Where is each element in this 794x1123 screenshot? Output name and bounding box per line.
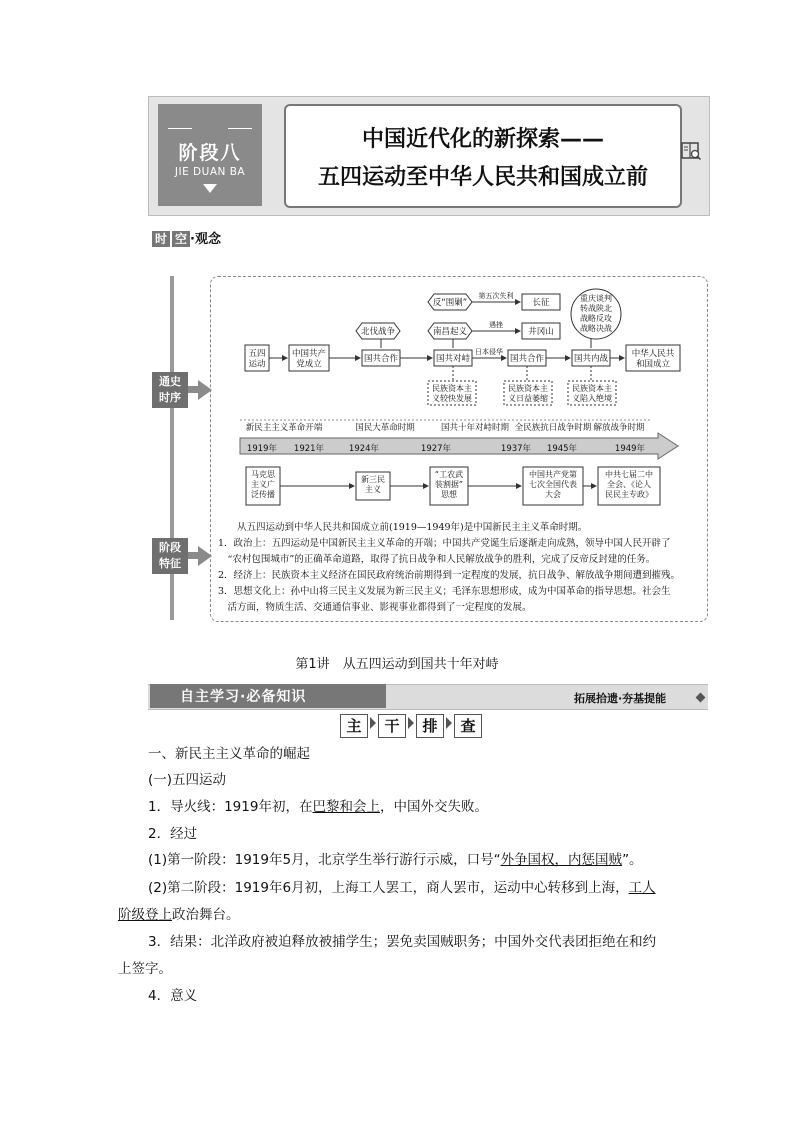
main-event-label: 国共合作 xyxy=(363,354,399,364)
paragraph-5-cont: 上签字。 xyxy=(118,961,172,977)
text-span: 政治舞台。 xyxy=(172,907,240,923)
stage-pinyin: JIE DUAN BA xyxy=(174,166,246,178)
main-event xyxy=(508,350,546,366)
main-event-label: 国共对峙 xyxy=(435,354,471,364)
text-span: (1)第一阶段：1919年5月，北京学生举行游行示威，口号“ xyxy=(148,852,501,868)
top-event-label: 北伐战争 xyxy=(360,327,396,337)
year-label: 1945年 xyxy=(546,444,578,454)
side-label-features: 阶段 特征 xyxy=(152,538,188,574)
period-label: 国共十年对峙时期 xyxy=(440,423,510,433)
main-event xyxy=(245,345,269,371)
economy-label: 民族资本主义较快发展 xyxy=(432,384,472,403)
year-label: 1921年 xyxy=(293,444,325,454)
arrow-label: 第五次失利 xyxy=(478,292,514,300)
title-box xyxy=(284,104,682,208)
thought-box xyxy=(430,467,468,505)
economy-box xyxy=(568,381,616,405)
text-span: (2)第二阶段：1919年6月初，上海工人罢工，商人罢市，运动中心转移到上海， xyxy=(148,880,629,896)
economy-label: 民族资本主义陷入绝境 xyxy=(572,384,612,403)
features-line: 活方面，物质生活、交通通信事业、影视事业都得到了一定程度的发展。 xyxy=(227,602,532,613)
features-line: 3．思想文化上：孙中山将三民主义发展为新三民主义；毛泽东思想形成，成为中国革命的指导思想。社会生 xyxy=(218,586,671,597)
heading-1: 一、新民主主义革命的崛起 xyxy=(148,746,310,762)
text-span: ”。 xyxy=(622,852,643,868)
review-heading xyxy=(340,714,484,738)
economy-box xyxy=(428,381,476,405)
thought-box xyxy=(598,467,660,505)
lecture-title: 第1讲 从五四运动到国共十年对峙 xyxy=(295,657,499,672)
period-label: 解放战争时期 xyxy=(593,423,645,433)
period-label: 国民大革命时期 xyxy=(355,423,415,433)
features-line: 2．经济上：民族资本主义经济在国民政府统治前期得到一定程度的发展，抗日战争、解放战争期间遭到摧残。 xyxy=(218,570,681,581)
stage-features xyxy=(218,520,702,616)
thought-box xyxy=(356,472,390,500)
thought-box xyxy=(246,467,280,505)
thought-label: 中共七届二中全会、《论人民民主专政》 xyxy=(605,470,653,499)
review-char: 排 xyxy=(416,714,444,738)
main-event-label: 国共合作 xyxy=(509,354,545,364)
book-search-icon xyxy=(680,140,702,162)
top-event-label: 井冈山 xyxy=(528,327,554,337)
top-event-rect xyxy=(522,323,560,339)
underlined-answer: 巴黎和会上 xyxy=(312,799,380,815)
period-label: 全民族抗日战争时期 xyxy=(514,423,592,433)
review-char: 查 xyxy=(454,714,482,738)
thought-label: 新三民主义 xyxy=(361,475,385,494)
text-span: ，中国外交失败。 xyxy=(379,799,488,815)
paragraph-6: 4．意义 xyxy=(148,988,198,1004)
main-event-label: 国共内战 xyxy=(573,354,609,364)
paragraph-4 xyxy=(148,878,656,898)
main-event xyxy=(289,345,329,371)
stage-label: 阶段八 xyxy=(178,142,242,164)
year-label: 1924年 xyxy=(348,444,380,454)
arrow-label: 日本侵华 xyxy=(475,348,503,356)
top-event-hex xyxy=(428,294,472,310)
year-label: 1927年 xyxy=(420,444,452,454)
main-event xyxy=(626,345,680,371)
section-tag-text: ·观念 xyxy=(190,232,221,247)
thought-label: “工农武装割据”思想 xyxy=(434,470,464,499)
features-line: “农村包围城市”的正确革命道路，取得了抗日战争和人民解放战争的胜利，完成了反帝反封建的任务。 xyxy=(227,554,656,565)
top-event-rect xyxy=(522,294,560,310)
review-char: 主 xyxy=(340,714,368,738)
page-title-line1: 中国近代化的新探索—— xyxy=(361,127,604,152)
badge-down-triangle-icon xyxy=(203,184,217,193)
thought-box xyxy=(523,467,583,505)
paragraph-5: 3．结果：北洋政府被迫释放被捕学生；罢免卖国贼职务；中国外交代表团拒绝在和约 xyxy=(148,934,657,950)
paragraph-1 xyxy=(148,797,488,817)
thought-label: 马克思主义广泛传播 xyxy=(251,470,275,499)
underlined-answer: 阶级登上 xyxy=(118,907,172,923)
main-event xyxy=(572,350,610,366)
section-tag-box1: 时 xyxy=(152,231,170,247)
top-event-label: 长征 xyxy=(532,298,550,308)
main-event xyxy=(434,350,472,366)
period-label: 新民主主义革命开端 xyxy=(245,423,323,433)
top-event-label: 反“围剿” xyxy=(432,298,468,308)
badge-line-left xyxy=(168,128,192,129)
features-line: 1．政治上：五四运动是中国新民主主义革命的开端；中国共产党诞生后逐渐走向成熟，领导中国人民开辟了 xyxy=(218,538,671,549)
main-event-label: 五四运动 xyxy=(248,349,266,370)
sub-heading: (一)五四运动 xyxy=(148,772,227,788)
section-tag-box2: 空 xyxy=(172,231,190,247)
paragraph-4-cont xyxy=(118,905,240,925)
paragraph-2: 2．经过 xyxy=(148,826,198,842)
triangle-icon xyxy=(408,717,414,729)
text-span: 1．导火线：1919年初，在 xyxy=(148,799,313,815)
side-label-timeline: 通史 时序 xyxy=(152,372,188,408)
triangle-icon xyxy=(446,717,452,729)
main-event-label: 中华人民共和国成立 xyxy=(631,349,675,370)
paragraph-3 xyxy=(148,850,643,870)
economy-box xyxy=(504,381,552,405)
badge-line-right xyxy=(228,128,252,129)
features-intro: 从五四运动到中华人民共和国成立前(1919—1949年)是中国新民主主义革命时期。 xyxy=(237,522,588,533)
main-event-label: 中国共产党成立 xyxy=(291,349,327,370)
main-event xyxy=(362,350,400,366)
section-bar-left-text: 自主学习·必备知识 xyxy=(180,689,307,705)
thought-label: 中国共产党第七次全国代表大会 xyxy=(529,470,577,499)
timeline-diagram xyxy=(210,276,706,516)
economy-label: 民族资本主义日益萎缩 xyxy=(508,384,548,403)
right-arrow-icon xyxy=(198,546,212,566)
underlined-answer: 外争国权，内惩国贼 xyxy=(500,852,623,868)
section-bar-right-text: 拓展拾遗·夯基提能 xyxy=(574,692,667,705)
stage-badge xyxy=(158,104,262,206)
year-label: 1937年 xyxy=(500,444,532,454)
top-event-hex xyxy=(356,323,400,339)
arrow-label: 遇挫 xyxy=(489,321,503,329)
page-title-line2: 五四运动至中华人民共和国成立前 xyxy=(317,165,648,190)
review-char: 干 xyxy=(378,714,406,738)
top-event-hex xyxy=(428,323,472,339)
top-event-label: 重庆谈判转战陕北战略反攻战略决战 xyxy=(580,294,612,333)
underlined-answer: 工人 xyxy=(628,880,656,896)
arrow-stem xyxy=(188,552,198,559)
section-tag xyxy=(152,228,221,247)
arrow-stem xyxy=(188,386,198,393)
year-label: 1949年 xyxy=(614,444,646,454)
top-event-circle xyxy=(571,289,621,339)
top-event-label: 南昌起义 xyxy=(432,327,468,337)
year-label: 1919年 xyxy=(246,444,278,454)
triangle-icon xyxy=(370,717,376,729)
